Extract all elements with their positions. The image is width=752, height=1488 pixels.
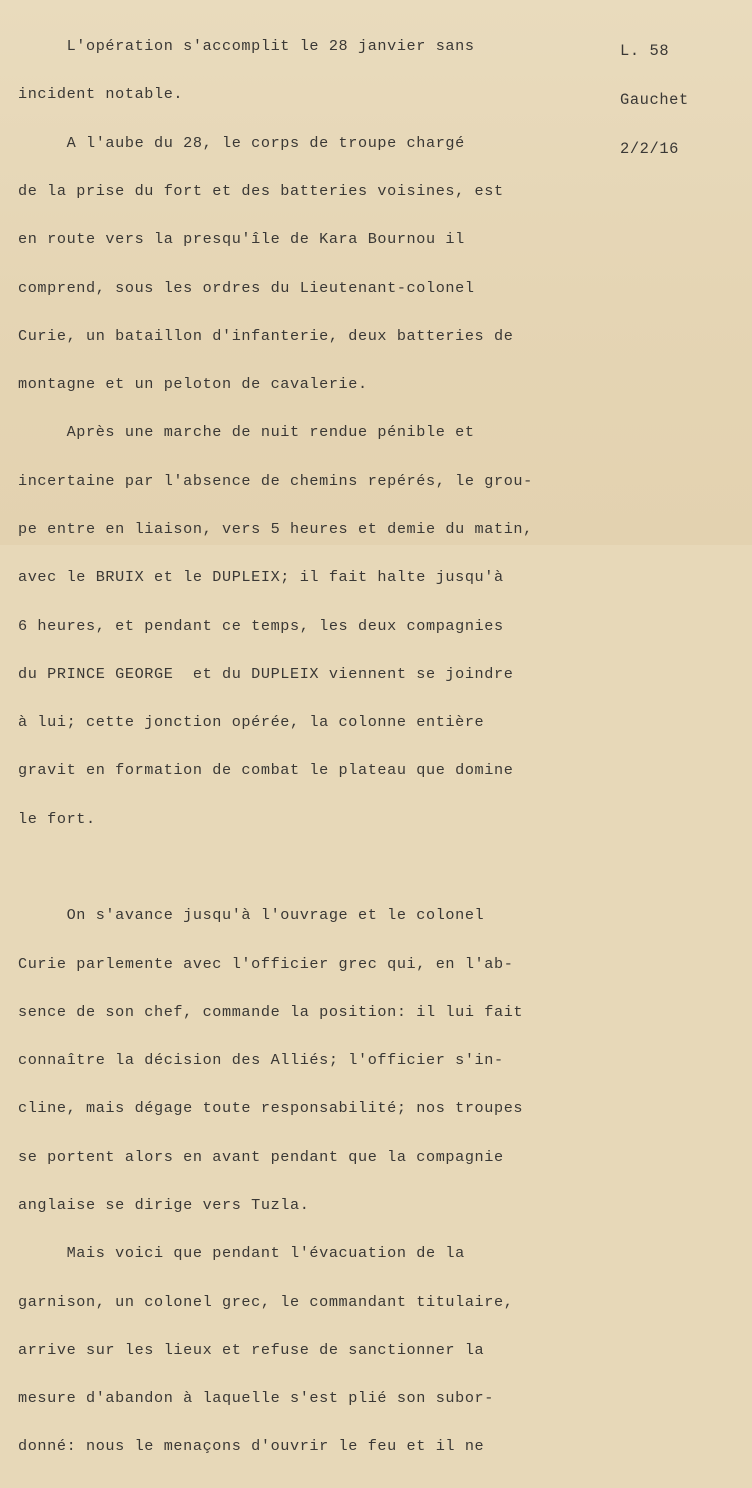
text-line: de la prise du fort et des batteries voisines, est	[18, 182, 504, 201]
text-line: Après une marche de nuit rendue pénible et	[18, 423, 475, 442]
text-line: garnison, un colonel grec, le commandant titulaire,	[18, 1292, 514, 1311]
text-line: montagne et un peloton de cavalerie.	[18, 375, 368, 394]
margin-note-line: 2/2/16	[620, 140, 680, 159]
text-line: Curie parlemente avec l'officier grec qui, en l'ab-	[18, 954, 514, 973]
text-line: connaître la décision des Alliés; l'officier s'in-	[18, 1051, 504, 1070]
text-line: anglaise se dirige vers Tuzla.	[18, 1195, 310, 1214]
text-line: 6 heures, et pendant ce temps, les deux compagnies	[18, 616, 504, 635]
text-line: Curie, un bataillon d'infanterie, deux batteries de	[18, 326, 514, 345]
text-line: arrive sur les lieux et refuse de sanctionner la	[18, 1340, 485, 1359]
text-line: pe entre en liaison, vers 5 heures et demie du matin,	[18, 520, 533, 538]
margin-note-line: L. 58	[620, 42, 670, 60]
margin-reference-note	[620, 10, 689, 190]
text-line: à lui; cette jonction opérée, la colonne entière	[18, 713, 485, 732]
text-line: cline, mais dégage toute responsabilité; nos troupes	[18, 1099, 524, 1118]
text-line	[18, 859, 618, 875]
text-line: avec le BRUIX et le DUPLEIX; il fait halte jusqu'à	[18, 568, 504, 587]
margin-note-line: Gauchet	[620, 91, 689, 110]
text-line: Mais voici que pendant l'évacuation de la	[18, 1244, 465, 1263]
text-line: incertaine par l'absence de chemins repérés, le grou-	[18, 471, 533, 490]
text-line: L'opération s'accomplit le 28 janvier sans	[18, 37, 475, 56]
text-line: mesure d'abandon à laquelle s'est plié son subor-	[18, 1389, 494, 1408]
text-line: gravit en formation de combat le plateau que domine	[18, 761, 514, 780]
text-line: se portent alors en avant pendant que la compagnie	[18, 1147, 504, 1166]
text-line: comprend, sous les ordres du Lieutenant-colonel	[18, 278, 475, 297]
text-line: en route vers la presqu'île de Kara Bournou il	[18, 230, 465, 249]
text-line: On s'avance jusqu'à l'ouvrage et le colonel	[18, 906, 485, 925]
text-line: A l'aube du 28, le corps de troupe chargé	[18, 133, 465, 152]
document-body	[18, 6, 618, 1487]
text-line: incident notable.	[18, 85, 184, 104]
text-line: du PRINCE GEORGE et du DUPLEIX viennent se joindre	[18, 664, 514, 683]
text-line: sence de son chef, commande la position: il lui fait	[18, 1002, 524, 1021]
text-line: le fort.	[18, 809, 96, 828]
text-line: donné: nous le menaçons d'ouvrir le feu et il ne	[18, 1437, 485, 1456]
